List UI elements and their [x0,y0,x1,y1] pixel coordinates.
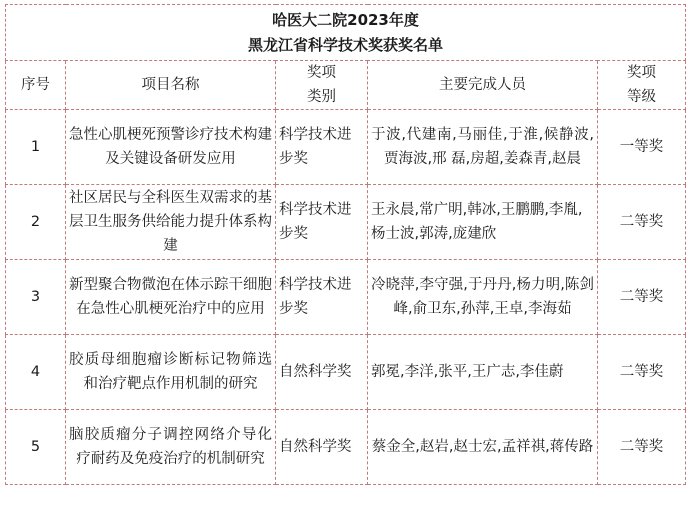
table-row [6,185,686,260]
row-category: 科学技术进步奖 [276,185,368,260]
row-name: 脑胶质瘤分子调控网络介导化 疗耐药及免疫治疗的机制研究 [66,410,276,485]
award-list-document [5,4,686,485]
header-row [6,61,686,110]
row-people: 郭冕,李洋,张平,王广志,李佳蔚 [368,335,598,410]
row-level: 一等奖 [598,110,686,185]
header-category-line2: 类别 [307,89,336,105]
row-name: 新型聚合物微泡在体示踪干细胞在急性心肌梗死治疗中的应用 [66,260,276,335]
header-level-line1: 奖项 [627,65,656,81]
table-row [6,335,686,410]
row-index: 5 [6,410,66,485]
table-row [6,110,686,185]
row-level: 二等奖 [598,260,686,335]
row-index: 4 [6,335,66,410]
row-index: 1 [6,110,66,185]
row-name: 社区居民与全科医生双需求的基层卫生服务供给能力提升体系构建 [66,185,276,260]
header-level [598,61,686,110]
row-people: 于波,代建南,马丽佳,于淮,候静波,贾海波,邢 磊,房超,姜森青,赵晨 [368,110,598,185]
header-level-line2: 等级 [627,89,656,105]
row-category: 科学技术进步奖 [276,260,368,335]
award-table [5,4,686,485]
title-line-2: 黑龙江省科学技术奖获奖名单 [247,36,443,54]
header-category-line1: 奖项 [307,65,336,81]
row-category: 自然科学奖 [276,335,368,410]
row-level: 二等奖 [598,185,686,260]
row-index: 2 [6,185,66,260]
header-people: 主要完成人员 [368,61,598,110]
row-people: 蔡金全,赵岩,赵士宏,孟祥祺,蒋传路 [368,410,598,485]
header-index: 序号 [6,61,66,110]
row-level: 二等奖 [598,410,686,485]
table-row [6,260,686,335]
row-category: 科学技术进步奖 [276,110,368,185]
header-category [276,61,368,110]
title-line-1: 哈医大二院2023年度 [272,11,419,29]
row-level: 二等奖 [598,335,686,410]
row-people: 王永晨,常广明,韩冰,王鹏鹏,李胤,杨士波,郭涛,庞建欣 [368,185,598,260]
row-people: 冷晓萍,李守强,于丹丹,杨力明,陈剑峰,俞卫东,孙萍,王卓,李海茹 [368,260,598,335]
row-index: 3 [6,260,66,335]
title-row [6,5,686,61]
table-title [6,5,686,61]
table-row [6,410,686,485]
row-category: 自然科学奖 [276,410,368,485]
row-name: 急性心肌梗死预警诊疗技术构建及关键设备研发应用 [66,110,276,185]
header-name: 项目名称 [66,61,276,110]
row-name: 胶质母细胞瘤诊断标记物筛选 和治疗靶点作用机制的研究 [66,335,276,410]
